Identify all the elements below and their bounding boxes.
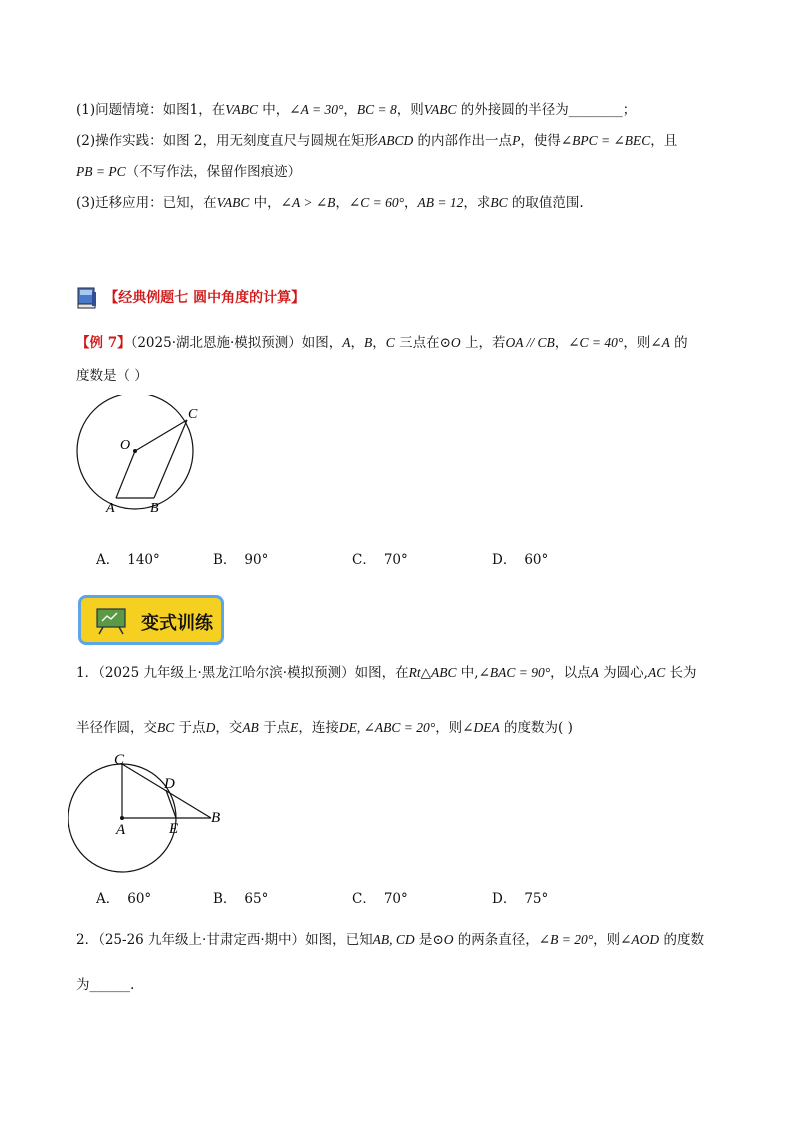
math: ∠DEA xyxy=(462,720,500,735)
label-c: C xyxy=(188,407,198,422)
variant-training-badge xyxy=(78,595,224,645)
option-value: 140° xyxy=(127,552,160,568)
option-label: B． xyxy=(213,552,237,568)
text: ，求 xyxy=(463,195,491,211)
label-b: B xyxy=(150,501,159,516)
text: 是 xyxy=(414,932,433,948)
text: 上，若 xyxy=(460,335,506,351)
text: (3)迁移应用：已知，在 xyxy=(76,195,217,211)
text: 中， xyxy=(257,102,290,118)
option-c[interactable] xyxy=(352,548,408,568)
math: A xyxy=(342,335,351,350)
q-part2-line2 xyxy=(76,160,301,180)
option-value: 90° xyxy=(244,552,269,568)
label-e: E xyxy=(169,821,179,837)
text: ，则 xyxy=(593,932,621,948)
q1-line2 xyxy=(76,716,573,736)
option-d[interactable] xyxy=(492,548,548,568)
math-bc: BC = 8 xyxy=(356,102,397,117)
q-part1-line xyxy=(76,98,636,118)
text: 的度数 xyxy=(659,932,704,948)
text: ，且 xyxy=(650,133,678,149)
text: 三点在 xyxy=(394,335,440,351)
math-triangle-abc-3: VABC xyxy=(216,195,250,210)
option-label: C． xyxy=(352,891,376,907)
text: ， xyxy=(403,195,418,211)
example7-figure xyxy=(70,395,220,520)
label-o: O xyxy=(120,438,131,453)
math: ∠B = 20° xyxy=(538,932,594,947)
math: E xyxy=(290,720,299,735)
math: ∠C = 40° xyxy=(568,335,624,350)
math: C xyxy=(385,335,395,350)
text: ， xyxy=(343,102,357,118)
text: ，以点 xyxy=(550,665,591,681)
text: （2025·湖北恩施·模拟预测）如图， xyxy=(130,335,343,351)
text: ， xyxy=(372,335,386,351)
question-number: 1． xyxy=(76,665,99,681)
text: ，则 xyxy=(435,720,463,736)
math: B xyxy=(364,335,373,350)
option-label: B． xyxy=(213,891,237,907)
math-p: P xyxy=(512,133,521,148)
book-icon xyxy=(76,286,98,310)
q1-line1 xyxy=(76,661,697,681)
option-value: 60° xyxy=(524,552,549,568)
text: (1)问题情境：如图1，在 xyxy=(76,102,226,118)
math-angle-a: ∠A = 30° xyxy=(289,102,344,117)
text: 的 xyxy=(669,335,688,351)
text: 的两条直径， xyxy=(453,932,539,948)
example7-line2: 度数是（ ） xyxy=(76,368,148,384)
text: ， xyxy=(554,335,569,351)
text: ，连接 xyxy=(298,720,339,736)
text: 半径作圆，交 xyxy=(76,720,157,736)
math: Rt△ABC xyxy=(408,665,457,680)
text: ， xyxy=(350,335,365,351)
text: ，则 xyxy=(623,335,651,351)
option-value: 70° xyxy=(383,552,408,568)
label-d: D xyxy=(164,776,175,792)
q2-line2: 为______. xyxy=(76,977,135,993)
q1-option-a[interactable] xyxy=(96,887,151,907)
math: BC xyxy=(157,720,175,735)
q2-line1 xyxy=(76,928,704,948)
question-number: 2． xyxy=(76,932,99,948)
text: 中, xyxy=(456,665,479,681)
section-title: 【经典例题七 圆中角度的计算】 xyxy=(104,289,306,306)
example-tag: 【例 7】 xyxy=(76,335,131,351)
math: ∠BAC = 90° xyxy=(478,665,551,680)
segment-oc xyxy=(116,451,135,498)
text: 的度数为( ) xyxy=(499,720,573,736)
math: AC xyxy=(647,665,666,680)
text: (2)操作实践：如图 2，用无刻度直尺与圆规在矩形 xyxy=(76,133,379,149)
text: （25-26 九年级上·甘肃定西·期中）如图，已知 xyxy=(98,932,373,948)
q1-option-d[interactable] xyxy=(492,887,548,907)
label-c: C xyxy=(114,752,125,768)
math-angle-bpc: ∠BPC = ∠BEC xyxy=(560,133,651,148)
math: OA // CB xyxy=(505,335,555,350)
option-label: D． xyxy=(492,552,517,568)
math: AB xyxy=(242,720,259,735)
text: 的外接圆的半径为________； xyxy=(456,102,637,118)
q-part3-line xyxy=(76,191,584,211)
math: ⊙O xyxy=(439,335,461,350)
text: ，使得 xyxy=(520,133,561,149)
label-b: B xyxy=(211,810,221,826)
math: AB, CD xyxy=(372,932,415,947)
math-triangle-abc-2: VABC xyxy=(423,102,457,117)
text: ，则 xyxy=(396,102,424,118)
math: A xyxy=(590,665,599,680)
segment-oa xyxy=(135,420,187,451)
math-angle-c: ∠C = 60° xyxy=(348,195,404,210)
text: ， xyxy=(335,195,349,211)
example7-line1 xyxy=(76,331,688,351)
text: 于点 xyxy=(258,720,291,736)
center-dot xyxy=(120,816,124,820)
math-ab: AB = 12 xyxy=(417,195,464,210)
text: 为圆心, xyxy=(598,665,648,681)
q1-figure xyxy=(68,750,238,875)
q1-option-c[interactable] xyxy=(352,887,408,907)
badge-label: 变式训练 xyxy=(141,613,213,634)
segment-cb xyxy=(154,420,187,498)
option-label: D． xyxy=(492,891,517,907)
option-label: A． xyxy=(96,552,120,568)
label-a: A xyxy=(116,822,126,838)
math-triangle-abc: VABC xyxy=(225,102,258,117)
math: D xyxy=(205,720,216,735)
option-value: 60° xyxy=(127,891,152,907)
text: 长为 xyxy=(665,665,697,681)
text: 的取值范围. xyxy=(507,195,584,211)
math: ∠A xyxy=(650,335,670,350)
text: 的内部作出一点 xyxy=(413,133,513,149)
center-dot xyxy=(133,449,137,453)
q-part2-line xyxy=(76,129,677,149)
text: （不写作法，保留作图痕迹） xyxy=(125,164,302,180)
math: ⊙O xyxy=(432,932,454,947)
text: 中， xyxy=(249,195,281,211)
option-a[interactable] xyxy=(96,548,160,568)
math-pb-pc: PB = PC xyxy=(76,164,126,179)
q1-option-b[interactable] xyxy=(213,887,268,907)
option-value: 65° xyxy=(244,891,269,907)
option-value: 75° xyxy=(524,891,549,907)
option-label: A． xyxy=(96,891,120,907)
math-bc-2: BC xyxy=(490,195,508,210)
math-abcd: ABCD xyxy=(378,133,414,148)
option-value: 70° xyxy=(383,891,408,907)
option-b[interactable] xyxy=(213,548,268,568)
math: ∠AOD xyxy=(620,932,660,947)
text: 于点 xyxy=(174,720,206,736)
section-header xyxy=(76,286,305,310)
math: DE, ∠ABC = 20° xyxy=(338,720,436,735)
board-icon xyxy=(93,607,129,635)
math-angle-a-gt-b: ∠A > ∠B xyxy=(280,195,336,210)
label-a: A xyxy=(106,501,115,516)
text: （2025 九年级上·黑龙江哈尔滨·模拟预测）如图，在 xyxy=(98,665,409,681)
option-label: C． xyxy=(352,552,376,568)
text: ，交 xyxy=(215,720,243,736)
